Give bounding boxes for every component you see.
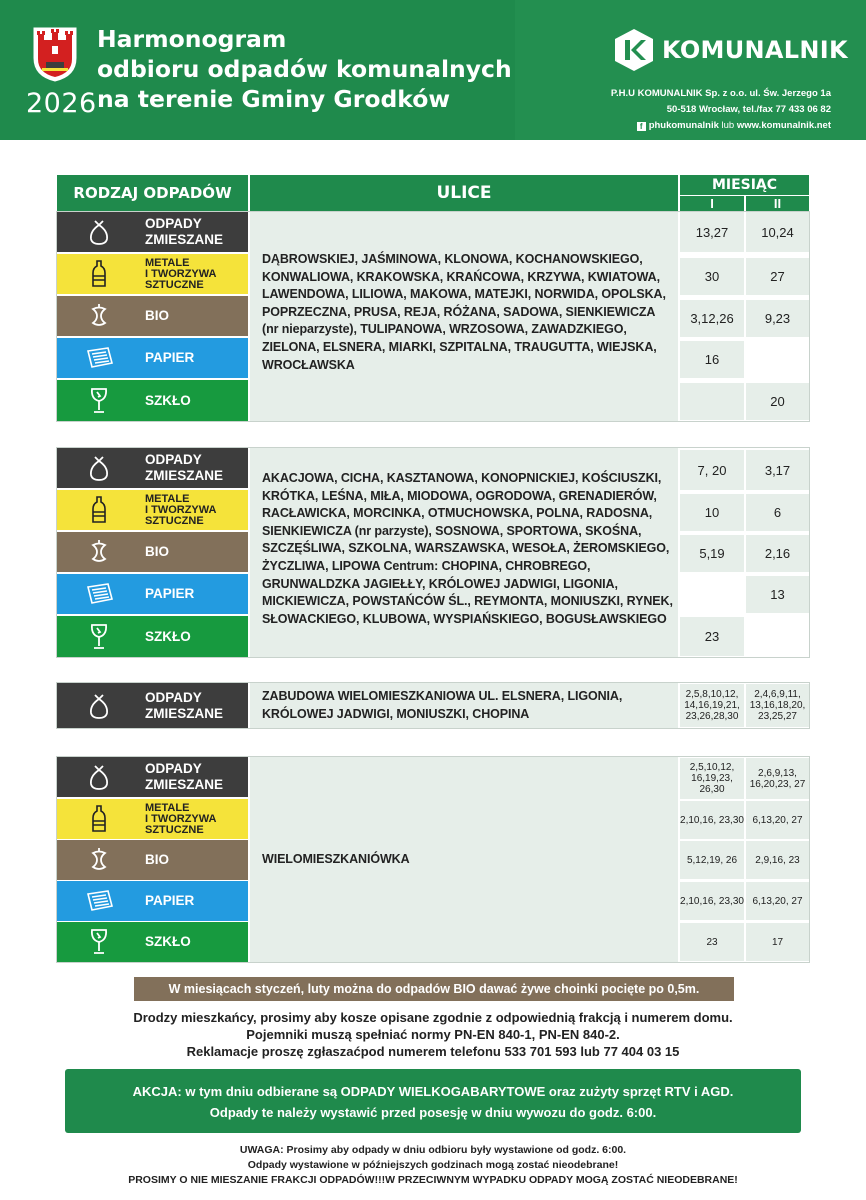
date-cell: 10,24	[746, 212, 809, 252]
category-papier	[57, 881, 248, 921]
year: 2026	[26, 88, 97, 119]
category-label: METALE I TWORZYWA SZTUCZNE	[145, 492, 217, 527]
title-line: na terenie Gminy Grodków	[97, 85, 451, 113]
wine-glass-icon	[57, 380, 141, 421]
uwaga-line: UWAGA: Prosimy aby odpady w dniu odbioru były wystawione od godz. 6:00.	[239, 1144, 627, 1156]
category-bio	[57, 840, 248, 880]
trash-bag-icon	[57, 448, 141, 488]
col-header-m1: I	[680, 196, 744, 211]
date-cell: 16	[680, 341, 744, 378]
info-line: Pojemniki muszą spełniać normy PN-EN 840-1, PN-EN 840-2.	[246, 1027, 620, 1042]
category-label: PAPIER	[145, 586, 195, 601]
apple-core-icon	[57, 840, 141, 880]
date-cell: 2,16	[746, 535, 809, 572]
date-cell: 30	[680, 258, 744, 295]
page-title	[97, 24, 512, 114]
newspaper-icon	[57, 881, 141, 921]
date-cell: 6,13,20, 27	[746, 801, 809, 839]
date-cell: 23	[680, 923, 744, 961]
date-cell: 2,10,16, 23,30	[680, 882, 744, 920]
trash-bag-icon	[57, 683, 141, 728]
category-label: ODPADY ZMIESZANE	[145, 452, 224, 483]
date-cell: 3,17	[746, 450, 809, 490]
akcja-banner	[65, 1069, 801, 1133]
category-label: BIO	[145, 852, 170, 867]
date-cell	[680, 576, 744, 613]
category-label: ODPADY ZMIESZANE	[145, 216, 224, 247]
company-or: lub	[721, 120, 735, 131]
category-metale	[57, 799, 248, 839]
date-cell: 20	[746, 383, 809, 420]
category-label: PAPIER	[145, 893, 195, 908]
category-szklo	[57, 380, 248, 421]
category-zmieszane	[57, 757, 248, 797]
uwaga-line: PROSIMY O NIE MIESZANIE FRAKCJI ODPADÓW!!!W PRZECIWNYM WYPADKU ODPADY MOGĄ ZOSTAĆ NIEODEBRANE!	[128, 1174, 738, 1186]
apple-core-icon	[57, 296, 141, 336]
bottle-icon	[57, 799, 141, 839]
date-cell	[680, 383, 744, 420]
company-info	[611, 86, 831, 134]
uwaga-line: Odpady wystawione w późniejszych godzinach mogą zostać nieodebrane!	[247, 1159, 619, 1171]
wine-glass-icon	[57, 616, 141, 657]
date-cell: 13	[746, 576, 809, 613]
date-cell: 10	[680, 494, 744, 531]
info-line: Reklamacje proszę zgłaszaćpod numerem telefonu 533 701 593 lub 77 404 03 15	[186, 1044, 680, 1059]
logo-name: KOMUNALNIK	[662, 36, 848, 64]
category-label: BIO	[145, 308, 170, 323]
akcja-line: Odpady te należy wystawić przed posesję w dniu wywozu do godz. 6:00.	[209, 1105, 657, 1120]
category-label: SZKŁO	[145, 628, 191, 644]
date-cell: 23	[680, 617, 744, 656]
category-zmieszane	[57, 212, 248, 252]
date-cell: 2,5,8,10,12, 14,16,19,21, 23,26,28,30	[680, 684, 744, 727]
date-cell: 3,12,26	[680, 300, 744, 337]
streets-list: DĄBROWSKIEJ, JAŚMINOWA, KLONOWA, KOCHANOWSKIEGO, KONWALIOWA, KRAKOWSKA, KRAŃCOWA, KRZYWA, KWIATOWA, LAWENDOWA, LILIOWA, MAKOWA, MATEJKI, NORWIDA, OPOLSKA, POPRZECZNA, PRUSA, REJA, RÓŻANA, SADOWA, SIENKIEWICZA (nr nieparzyste), TULIPANOWA, WRZOSOWA, ZAWADZKIEGO, ZIELONA, ELSNERA, MIARKI, SZPITALNA, TRAUGUTTA, WIEJSKA, WROCŁAWSKA	[262, 252, 666, 372]
apple-core-icon	[57, 532, 141, 572]
trash-bag-icon	[57, 757, 141, 797]
company-links	[611, 118, 831, 134]
date-cell: 2,4,6,9,11, 13,16,18,20, 23,25,27	[746, 684, 809, 727]
date-cell	[746, 341, 809, 378]
bio-note: W miesiącach styczeń, luty można do odpadów BIO dawać żywe choinki pocięte po 0,5m.	[134, 977, 734, 1001]
date-cell: 2,9,16, 23	[746, 841, 809, 879]
date-cell: 7, 20	[680, 450, 744, 490]
komunalnik-logo	[612, 28, 848, 72]
date-cell: 17	[746, 923, 809, 961]
website-link[interactable]: www.komunalnik.net	[736, 120, 831, 131]
streets-list: ZABUDOWA WIELOMIESZKANIOWA UL. ELSNERA, LIGONIA, KRÓLOWEJ JADWIGI, MONIUSZKI, CHOPINA	[262, 689, 623, 721]
bottle-icon	[57, 254, 141, 294]
category-label: ODPADY ZMIESZANE	[145, 689, 224, 721]
date-cell: 6,13,20, 27	[746, 882, 809, 920]
title-line: Harmonogram	[97, 25, 287, 53]
category-bio	[57, 296, 248, 336]
col-header-type: RODZAJ ODPADÓW	[57, 175, 248, 211]
category-szklo	[57, 922, 248, 962]
facebook-link[interactable]: phukomunalnik	[648, 120, 719, 131]
komunalnik-logo-icon	[612, 28, 656, 72]
category-label: SZKŁO	[145, 392, 191, 408]
wine-glass-icon	[57, 922, 141, 962]
newspaper-icon	[57, 574, 141, 614]
date-cell: 6	[746, 494, 809, 531]
category-label: SZKŁO	[145, 934, 191, 949]
date-cell: 13,27	[680, 212, 744, 252]
company-address: P.H.U KOMUNALNIK Sp. z o.o. ul. Św. Jerzego 1a	[610, 88, 831, 99]
category-zmieszane	[57, 448, 248, 488]
category-metale	[57, 254, 248, 294]
col-header-m2: II	[746, 196, 809, 211]
title-line: odbioru odpadów komunalnych	[97, 55, 512, 83]
category-zmieszane	[57, 683, 248, 728]
date-cell: 5,19	[680, 535, 744, 572]
date-cell: 2,6,9,13, 16,20,23, 27	[746, 758, 809, 799]
facebook-icon: f	[637, 122, 646, 131]
date-cell: 5,12,19, 26	[680, 841, 744, 879]
category-label: PAPIER	[145, 350, 195, 365]
date-cell: 27	[746, 258, 809, 295]
category-szklo	[57, 616, 248, 657]
date-cell: 9,23	[746, 300, 809, 337]
streets-list: WIELOMIESZKANIÓWKA	[262, 852, 410, 866]
date-cell: 2,10,16, 23,30	[680, 801, 744, 839]
info-line: Drodzy mieszkańcy, prosimy aby kosze opisane zgodnie z odpowiednią frakcją i numerem domu.	[133, 1010, 733, 1025]
category-label: BIO	[145, 544, 170, 559]
category-bio	[57, 532, 248, 572]
trash-bag-icon	[57, 212, 141, 252]
category-label: ODPADY ZMIESZANE	[145, 761, 224, 792]
akcja-line: AKCJA: w tym dniu odbierane są ODPADY WIELKOGABARYTOWE oraz zużyty sprzęt RTV i AGD.	[132, 1084, 734, 1099]
col-header-month: MIESIĄC	[680, 175, 809, 195]
category-metale	[57, 490, 248, 530]
category-papier	[57, 574, 248, 614]
col-header-streets: ULICE	[250, 175, 678, 211]
bottle-icon	[57, 490, 141, 530]
company-phone: 50-518 Wrocław, tel./fax 77 433 06 82	[666, 104, 831, 115]
date-cell: 2,5,10,12, 16,19,23, 26,30	[680, 758, 744, 799]
date-cell	[746, 617, 809, 656]
category-papier	[57, 338, 248, 378]
newspaper-icon	[57, 338, 141, 378]
category-label: METALE I TWORZYWA SZTUCZNE	[145, 801, 217, 836]
grodkow-crest-icon	[28, 24, 82, 82]
streets-list: AKACJOWA, CICHA, KASZTANOWA, KONOPNICKIEJ, KOŚCIUSZKI, KRÓTKA, LEŚNA, MIŁA, MIODOWA, OGRODOWA, GRENADIERÓW, RACŁAWICKA, MORCINKA, OTMUCHOWSKA, POLNA, RADOSNA, SIENKIEWICZA (nr parzyste), SOSNOWA, SPORTOWA, SKOŚNA, SZCZĘŚLIWA, SZKOLNA, WARSZAWSKA, WESOŁA, ŻEROMSKIEGO, ŻYCZLIWA, LIPOWA Centrum: CHOPINA, CHROBREGO, GRUNWALDZKA JAGIEŁŁY, KRÓLOWEJ JADWIGI, LIGONIA, MICKIEWICZA, POWSTAŃCÓW ŚL., REYMONTA, MONIUSZKI, RYNEK, SŁOWACKIEGO, KLUBOWA, WYSPIAŃSKIEGO, BOGUSŁAWSKIEGO	[262, 471, 673, 626]
category-label: METALE I TWORZYWA SZTUCZNE	[145, 256, 217, 291]
